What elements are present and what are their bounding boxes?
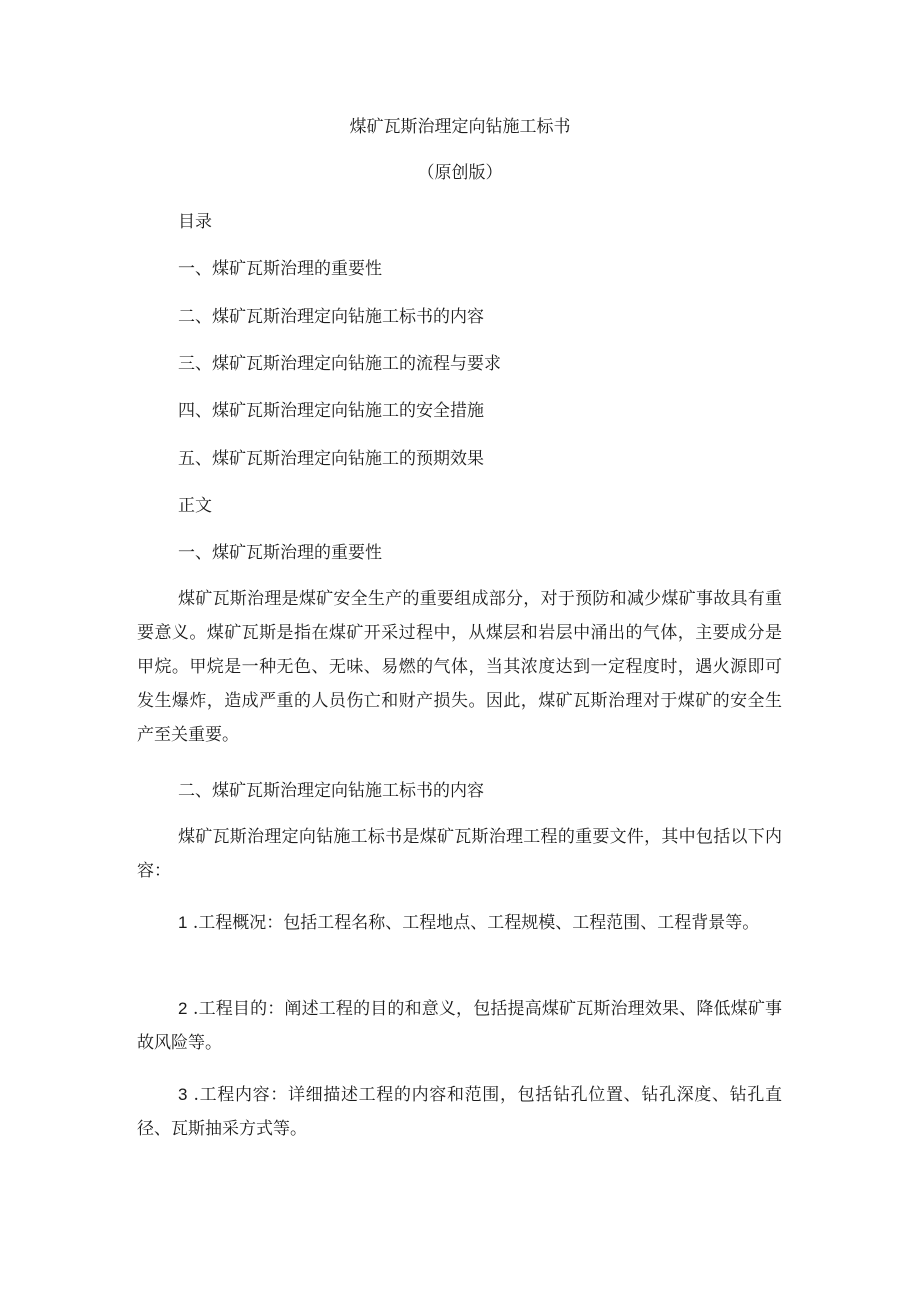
list-item-1 [137,906,782,940]
section-2-intro: 煤矿瓦斯治理定向钻施工标书是煤矿瓦斯治理工程的重要文件，其中包括以下内容： [137,827,782,881]
toc-item-1: 一、煤矿瓦斯治理的重要性 [178,259,382,279]
list-item-text: .工程内容：详细描述工程的内容和范围，包括钻孔位置、钻孔深度、钻孔直径、瓦斯抽采方式等。 [137,1085,782,1139]
list-item-number: 1 [178,913,188,932]
toc-item-3: 三、煤矿瓦斯治理定向钻施工的流程与要求 [178,354,501,374]
toc-item-4: 四、煤矿瓦斯治理定向钻施工的安全措施 [178,401,484,421]
list-item-number: 3 [178,1085,188,1104]
list-item-2 [137,992,782,1060]
list-item-text: .工程目的：阐述工程的目的和意义，包括提高煤矿瓦斯治理效果、降低煤矿事故风险等。 [137,999,782,1053]
list-item-number: 2 [178,999,188,1018]
section-2-heading: 二、煤矿瓦斯治理定向钻施工标书的内容 [178,781,484,801]
document-subtitle: （原创版） [417,163,503,183]
toc-item-2: 二、煤矿瓦斯治理定向钻施工标书的内容 [178,307,484,327]
toc-heading: 目录 [178,212,212,232]
document-title: 煤矿瓦斯治理定向钻施工标书 [349,117,571,137]
body-heading: 正文 [178,496,212,516]
toc-item-5: 五、煤矿瓦斯治理定向钻施工的预期效果 [178,449,484,469]
section-1-paragraph: 煤矿瓦斯治理是煤矿安全生产的重要组成部分，对于预防和减少煤矿事故具有重要意义。煤矿瓦斯是指在煤矿开采过程中，从煤层和岩层中涌出的气体，主要成分是甲烷。甲烷是一种无色、无味、易燃的气体，当其浓度达到一定程度时，遇火源即可发生爆炸，造成严重的人员伤亡和财产损失。因此，煤矿瓦斯治理对于煤矿的安全生产至关重要。 [137,589,782,745]
list-item-3 [137,1078,782,1146]
list-item-text: .工程概况：包括工程名称、工程地点、工程规模、工程范围、工程背景等。 [187,913,760,933]
section-1-heading: 一、煤矿瓦斯治理的重要性 [178,543,382,563]
